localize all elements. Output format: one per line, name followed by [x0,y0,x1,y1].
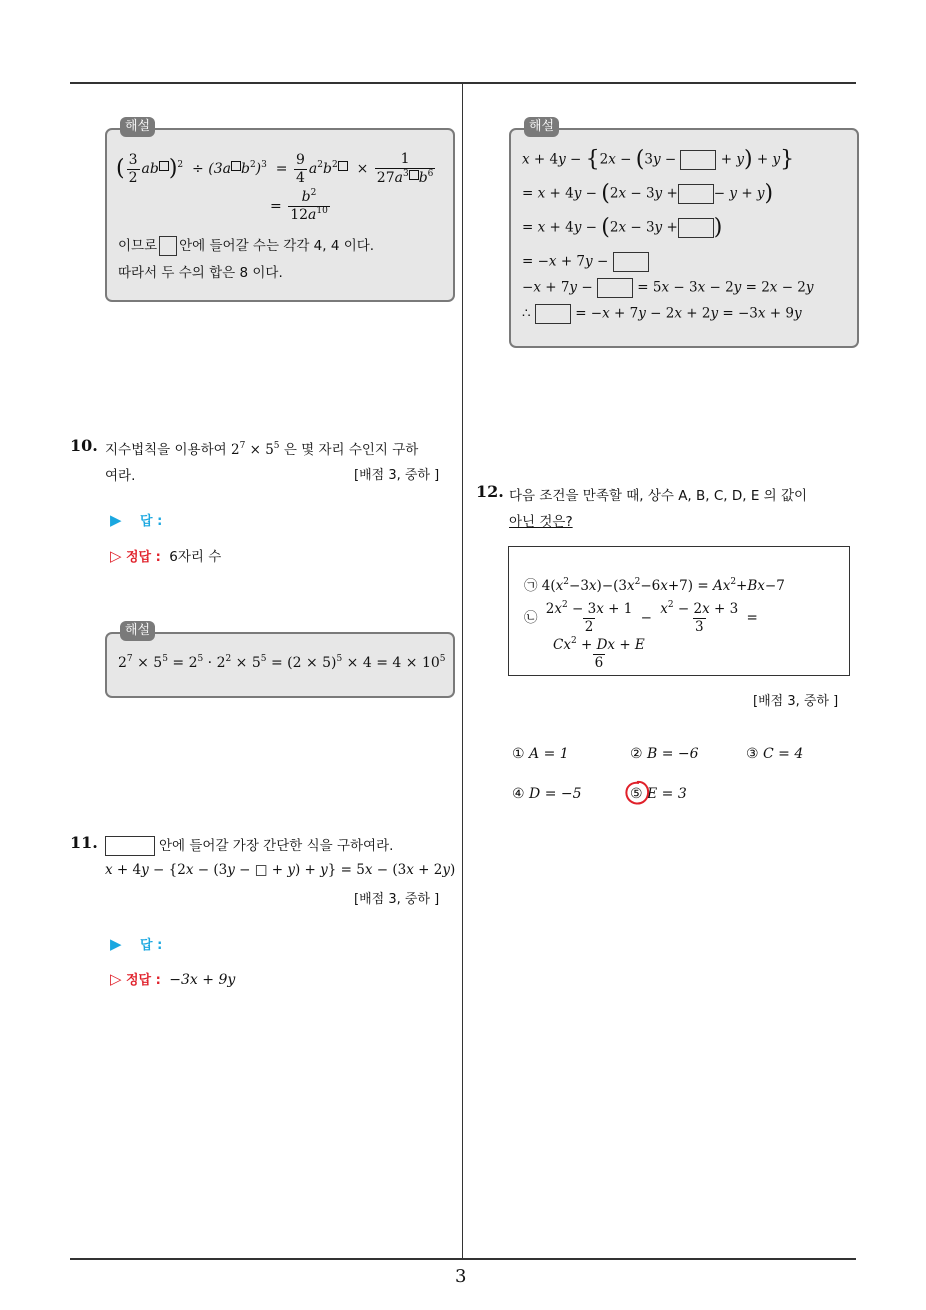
q12-number: 12. [476,482,504,501]
q12-choice-4[interactable]: ④ D = −5 [512,786,582,802]
q12-choice-1[interactable]: ① A = 1 [512,746,569,762]
q11-answer-label: 답 : [140,938,163,953]
q11-solution-line-5: −x + 7y − = 5x − 3x − 2y = 2x − 2y [522,278,814,298]
q10-solution-equation: $2^7 \times 5^5 = 2^5 \cdot 2^2 \times 5^5 = (2 \times 5)^5 \times 4 = 4 \times 10^5$ [118,654,446,671]
q11-solution-tag: 해설 [524,117,559,137]
bottom-rule [70,1258,856,1260]
q9-solution-equation-2: = $\frac{b^2}{12a^{10}}$ [270,188,328,223]
q9-solution-tag: 해설 [120,117,155,137]
q12-condition-2: ㉡ $\frac{2x^2 - 3x + 1}{2}$ − $\frac{x^2 - 2x + 3}{3}$ = [524,600,758,635]
q11-question-line-1: 안에 들어갈 가장 간단한 식을 구하여라. [105,834,393,856]
q10-correct-label: 정답 : [126,550,161,565]
q10-answer-label: 답 : [140,514,163,529]
q12-score: [배점 3, 중하 ] [753,694,839,709]
column-divider [462,84,463,1259]
q11-solution-line-4: = −x + 7y − [522,252,649,272]
q11-correct-label: 정답 : [126,973,161,988]
q12-condition-2-rhs: $\frac{Cx^2 + Dx + E}{6}$ [553,636,645,671]
q10-number: 10. [70,436,98,455]
q11-correct-row [110,969,235,988]
q12-choice-5[interactable]: ⑤ E = 3 [630,786,687,802]
q11-solution-line-1: x + 4y − {2x − (3y − + y) + y} [522,147,795,172]
q11-question-equation: x + 4y − {2x − (3y − □ + y) + y} = 5x − (3x + 2y) [105,862,456,878]
q12-choice-3[interactable]: ③ C = 4 [746,746,804,762]
top-rule [70,82,856,84]
outline-triangle-icon: ▷ [110,970,122,988]
q11-number: 11. [70,833,98,852]
q10-correct-value: 6자리 수 [169,549,222,565]
q12-question-line-1: 다음 조건을 만족할 때, 상수 A, B, C, D, E 의 값이 [509,488,808,504]
q9-solution-text-2: 따라서 두 수의 합은 8 이다. [118,265,283,281]
q12-choice-2[interactable]: ② B = −6 [630,746,699,762]
q9-solution-equation-1: ( $\frac{3}{2}$ ab )$^2$ ÷ (3a $b^2)^3$ = $\frac{9}{4}$ $a^2b^2$ × $\frac{1}{27a^3 b^6}$ [116,151,434,186]
q11-solution-line-6: ∴ = −x + 7y − 2x + 2y = −3x + 9y [522,304,802,324]
q10-correct-row [110,545,221,565]
play-triangle-icon: ▶ [110,511,122,529]
q11-answer-row [110,934,162,953]
outline-triangle-icon: ▷ [110,547,122,565]
q10-answer-row [110,510,162,529]
page-number: 3 [455,1266,467,1287]
q10-score: [배점 3, 중하 ] [354,468,440,483]
q10-question-line-1: 지수법칙을 이용하여 $2^7 \times 5^5$ 은 몇 자리 수인지 구하 [105,441,419,458]
q9-solution-text-1: 이므로 안에 들어갈 수는 각각 4, 4 이다. [118,238,375,254]
play-triangle-icon: ▶ [110,935,122,953]
q11-correct-value: −3x + 9y [169,972,236,988]
q12-question-line-2: 아닌 것은? [509,514,573,530]
q10-question-line-2: 여라. [105,468,136,484]
q11-score: [배점 3, 중하 ] [354,892,440,907]
q11-solution-line-2: = x + 4y − (2x − 3y + − y + y) [522,181,774,206]
q10-solution-tag: 해설 [120,621,155,641]
selected-answer-circle-icon [622,778,652,808]
q12-condition-1: ㉠ $4(x^2-3x)-(3x^2-6x+7) = Ax^2+Bx-7$ [524,577,785,594]
q11-solution-line-3: = x + 4y − (2x − 3y + ) [522,215,723,240]
